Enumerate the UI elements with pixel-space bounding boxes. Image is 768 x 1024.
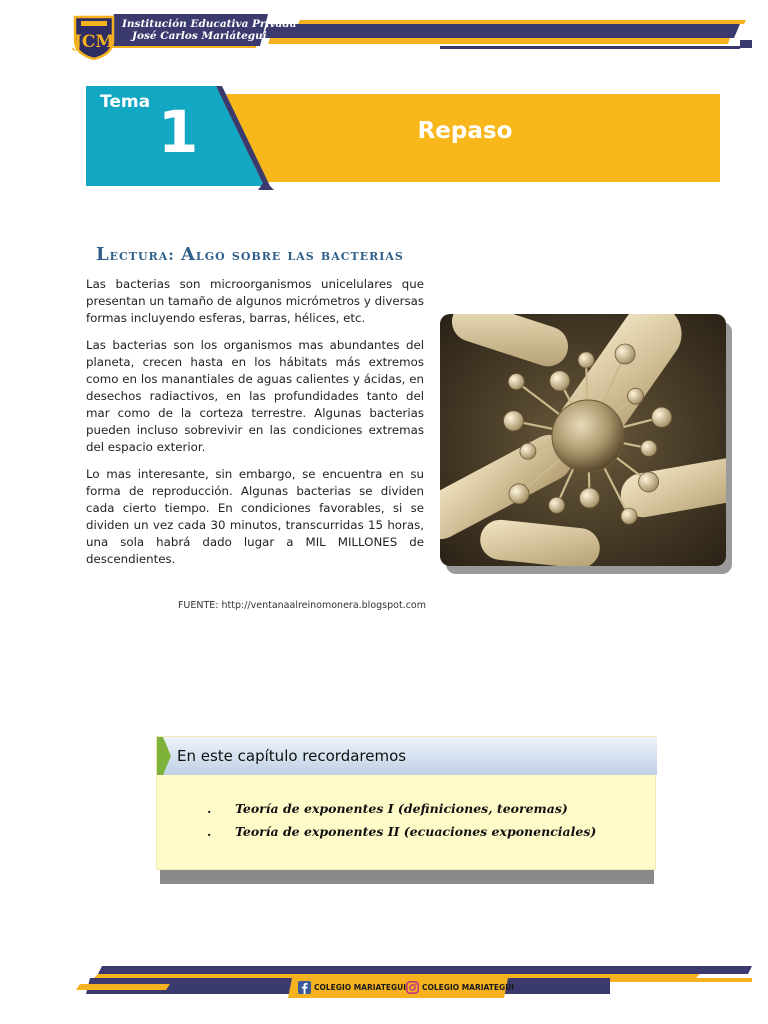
instagram-link[interactable] bbox=[406, 981, 514, 994]
list-item: . Teoría de exponentes II (ecuaciones exponenciales) bbox=[207, 824, 597, 839]
chapter-summary-box bbox=[156, 736, 656, 870]
instagram-icon bbox=[406, 981, 419, 994]
school-crest-icon bbox=[72, 14, 116, 60]
page-header bbox=[0, 0, 768, 70]
facebook-label: COLEGIO MARIATEGUI bbox=[314, 983, 407, 992]
reading-title: Lectura: Algo sobre las bacterias bbox=[96, 244, 404, 265]
reading-paragraph: Lo mas interesante, sin embargo, se encuentra en su forma de reproducción. Algunas bacterias se dividen cada cierto tiempo. En condiciones favorables, si se dividen un vez cada 30 minutos, transcurridas 15 horas, una sola habrá dado lugar a MIL MILLONES de descendientes. bbox=[86, 467, 424, 566]
tema-number: 1 bbox=[158, 98, 199, 166]
institution-name bbox=[122, 18, 297, 42]
institution-line-2: José Carlos Mariátegui bbox=[132, 30, 267, 42]
reading-paragraph: Las bacterias son los organismos mas abundantes del planeta, crecen hasta en los hábitats más extremos como en los manantiales de aguas calientes y ácidas, en desechos radiactivos, en las profundidades tanto del mar como de la corteza terrestre. Algunas bacterias pueden incluso sobrevivir en las condiciones extremas del espacio exterior. bbox=[86, 338, 424, 454]
chevron-right-icon bbox=[157, 737, 171, 775]
logo-letters: JCM bbox=[73, 32, 115, 52]
banner-title: Repaso bbox=[417, 118, 513, 144]
chapter-summary-title: En este capítulo recordaremos bbox=[177, 747, 407, 765]
facebook-link[interactable] bbox=[298, 981, 406, 994]
reading-paragraph: Las bacterias son microorganismos unicelulares que presentan un tamaño de algunos micrómetros y diversas formas incluyendo esferas, barras, hélices, etc. bbox=[86, 277, 424, 325]
tema-label: Tema bbox=[100, 92, 151, 112]
list-item: . Teoría de exponentes I (definiciones, teoremas) bbox=[207, 801, 568, 816]
instagram-label: COLEGIO MARIATEGUI bbox=[422, 983, 515, 992]
reading-body bbox=[86, 276, 424, 578]
chapter-topics-list bbox=[207, 797, 596, 843]
facebook-icon bbox=[298, 981, 311, 994]
chapter-box-shadow bbox=[160, 868, 654, 884]
source-citation: FUENTE: http://ventanaalreinomonera.blogspot.com bbox=[177, 600, 426, 611]
chapter-summary-header bbox=[157, 737, 657, 775]
institution-line-1: Institución Educativa Privada bbox=[122, 18, 297, 30]
bacteria-illustration bbox=[440, 314, 726, 566]
